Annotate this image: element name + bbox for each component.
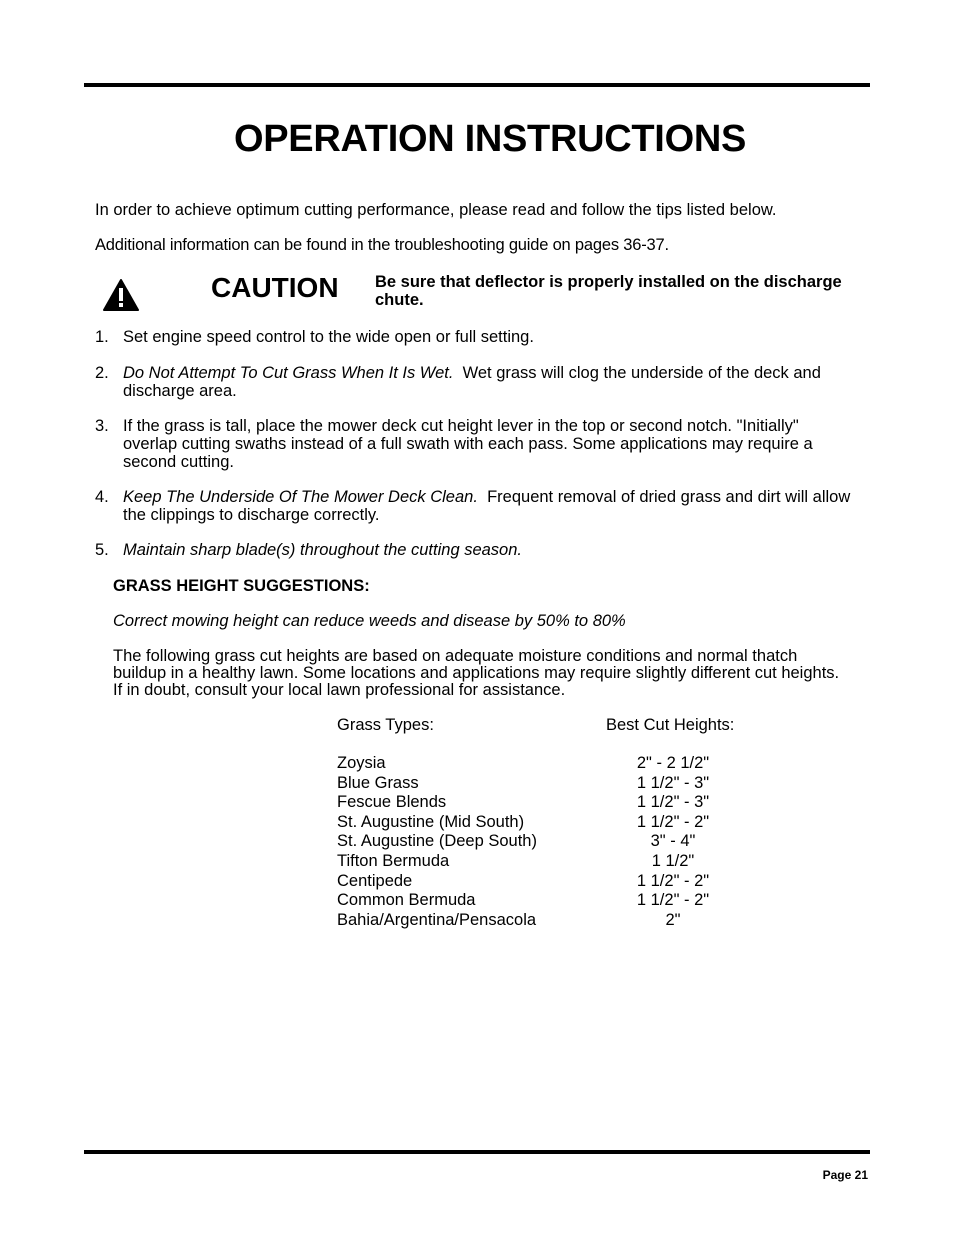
cut-height-cell: 3" - 4": [650, 832, 696, 851]
cut-height-cell: 1 1/2" - 3": [636, 773, 710, 792]
page-title: OPERATION INSTRUCTIONS: [233, 118, 747, 160]
page-number: Page 21: [822, 1168, 868, 1182]
step-number: 2.: [95, 364, 109, 382]
grass-type-cell: St. Augustine (Mid South): [337, 812, 525, 831]
bottom-rule: [84, 1150, 870, 1154]
caution-label: CAUTION: [211, 272, 339, 303]
cut-height-cell: 1 1/2" - 2": [636, 891, 710, 910]
table-row: [337, 852, 757, 872]
grass-type-cell: Zoysia: [337, 754, 386, 772]
table-row: [337, 911, 757, 931]
grass-type-cell: Bahia/Argentina/Pensacola: [337, 910, 537, 929]
step-item: [95, 488, 855, 524]
step-number: 5.: [95, 541, 109, 559]
table-row: [337, 832, 757, 852]
cut-height-cell: 2" - 2 1/2": [636, 754, 710, 772]
table-row: [337, 813, 757, 833]
cut-height-cell: 1 1/2" - 2": [636, 871, 710, 890]
step-text: Frequent removal of dried grass and dirt will allow the clippings to discharge correctly.: [123, 488, 851, 524]
step-text: If the grass is tall, place the mower deck cut height lever in the top or second notch. "Initially" overlap cutting swaths instead of a full swath with each pass. Some applications may require a second cutting.: [123, 417, 813, 471]
grass-height-heading: GRASS HEIGHT SUGGESTIONS:: [113, 577, 370, 595]
cut-height-cell: 2": [665, 910, 681, 929]
cut-height-cell: 1 1/2": [651, 851, 695, 870]
step-emphasis: Maintain sharp blade(s) throughout the cutting season.: [123, 541, 522, 559]
step-text: Wet grass will clog the underside of the deck and discharge area.: [123, 364, 821, 400]
instruction-steps: [95, 328, 855, 559]
table-row: [337, 774, 757, 794]
top-rule: [84, 83, 870, 87]
grass-height-paragraph: The following grass cut heights are based on adequate moisture conditions and normal thatch buildup in a healthy lawn. Some locations and applications may require slightly different cut heights. If in doubt, consult your local lawn professional for assistance.: [113, 647, 840, 699]
table-row: [337, 793, 757, 813]
grass-types-header: Grass Types:: [337, 716, 434, 734]
troubleshooting-reference: Additional information can be found in the troubleshooting guide on pages 36-37.: [95, 236, 669, 254]
best-cut-heights-header: Best Cut Heights:: [606, 716, 735, 734]
grass-type-cell: St. Augustine (Deep South): [337, 832, 537, 851]
cut-height-cell: 1 1/2" - 3": [636, 793, 710, 812]
intro-paragraph: In order to achieve optimum cutting performance, please read and follow the tips listed below.: [95, 201, 777, 219]
grass-type-cell: Fescue Blends: [337, 793, 447, 812]
grass-type-cell: Blue Grass: [337, 773, 419, 792]
step-emphasis: Do Not Attempt To Cut Grass When It Is Wet.: [123, 364, 454, 382]
table-row: [337, 872, 757, 892]
step-number: 3.: [95, 417, 109, 435]
grass-type-cell: Tifton Bermuda: [337, 851, 450, 870]
step-item: [95, 364, 855, 400]
step-number: 4.: [95, 488, 109, 506]
step-text: Set engine speed control to the wide open or full setting.: [123, 328, 534, 346]
grass-height-table: [337, 754, 757, 930]
grass-type-cell: Common Bermuda: [337, 891, 476, 910]
caution-text: Be sure that deflector is properly installed on the discharge chute.: [375, 273, 842, 309]
step-item: [95, 541, 855, 559]
step-number: 1.: [95, 328, 109, 346]
table-row: [337, 891, 757, 911]
grass-type-cell: Centipede: [337, 871, 413, 890]
warning-triangle-icon: [102, 278, 140, 312]
mowing-height-note: Correct mowing height can reduce weeds and disease by 50% to 80%: [113, 612, 626, 630]
table-row: [337, 754, 757, 774]
step-item: [95, 328, 855, 346]
step-emphasis: Keep The Underside Of The Mower Deck Clean.: [123, 488, 478, 506]
cut-height-cell: 1 1/2" - 2": [636, 812, 710, 831]
step-item: [95, 417, 855, 471]
